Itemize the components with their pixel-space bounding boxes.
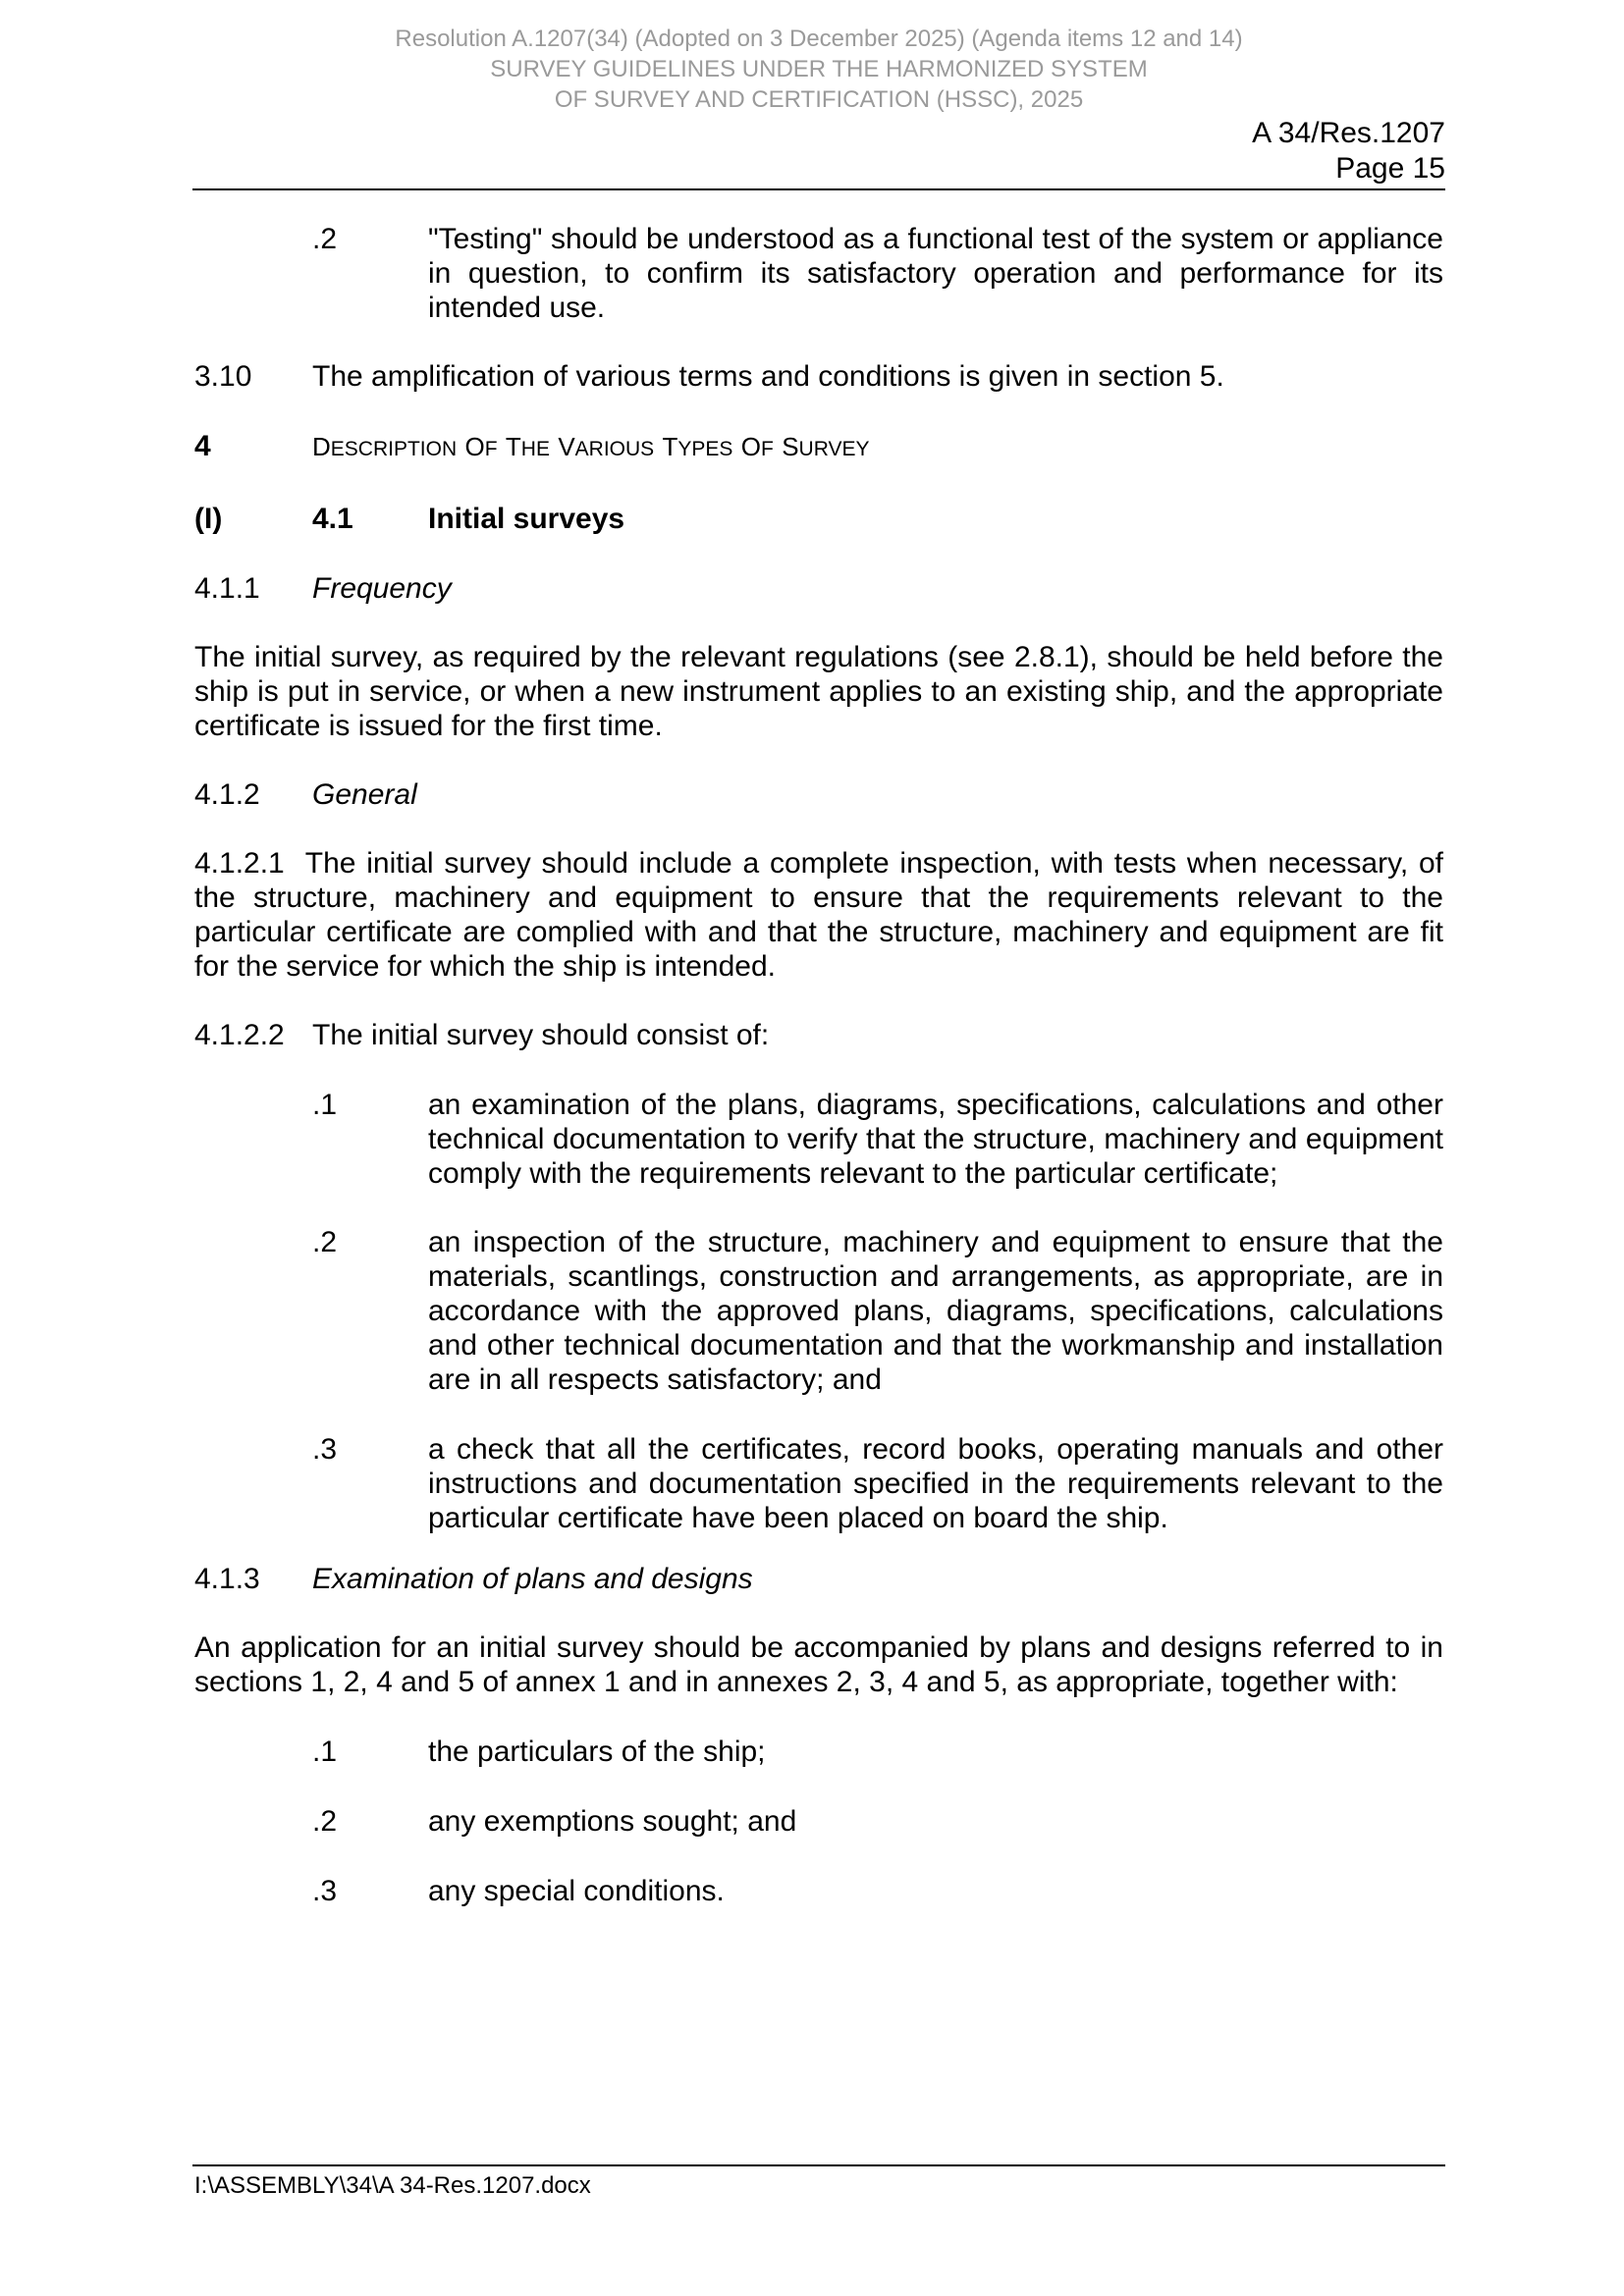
list-item-number: .1 — [312, 1089, 338, 1121]
paragraph-frequency: The initial survey, as required by the relevant regulations (see 2.8.1), should be held before the ship is put in service, or when a new instrument applies to an existing ship, and the appropriate certificate is issued for the first time. — [194, 641, 1443, 742]
list-item — [194, 1225, 1443, 1397]
list-item-number: .3 — [312, 1433, 338, 1466]
section-4-1-3-heading — [194, 1562, 1443, 1596]
paragraph-text: The initial survey should consist of: — [312, 1019, 770, 1051]
section-prefix: (I) — [194, 503, 223, 535]
list-item-text: any special conditions. — [428, 1875, 725, 1907]
paragraph-text: The initial survey should include a complete inspection, with tests when necessary, of the structure, machinery and equipment to ensure that the requirements relevant to the particular certificate are complied with and that the structure, machinery and equipment are fit for the service for which the ship is intended. — [194, 847, 1443, 983]
list-item-text: any exemptions sought; and — [428, 1805, 797, 1838]
header-line-2: SURVEY GUIDELINES UNDER THE HARMONIZED SYSTEM — [490, 56, 1148, 82]
list-item-number: .2 — [312, 1226, 338, 1258]
list-item-text: a check that all the certificates, record books, operating manuals and other instructions and documentation specified in the requirements relevant to the particular certificate have been placed on board the ship. — [428, 1433, 1443, 1534]
list-item-number: .1 — [312, 1735, 338, 1768]
footer-rule — [192, 2164, 1445, 2166]
document-reference — [1252, 116, 1445, 187]
section-number: 4.1 — [312, 503, 353, 535]
resolution-header — [192, 24, 1445, 115]
list-item-text: an examination of the plans, diagrams, specifications, calculations and other technical documentation to verify that the structure, machinery and equipment comply with the requirements relevant to the particular certificate; — [428, 1089, 1443, 1190]
section-title: General — [312, 778, 417, 811]
list-item — [194, 1432, 1443, 1535]
section-title: Initial surveys — [428, 503, 625, 535]
paragraph-4-1-2-2 — [194, 1018, 1443, 1052]
section-title: DESCRIPTION OF THE VARIOUS TYPES OF SURVEY — [312, 432, 870, 461]
list-item — [194, 1874, 1443, 1908]
subitem-testing — [194, 222, 1443, 325]
section-title: Frequency — [312, 572, 452, 605]
section-number: 4.1.3 — [194, 1563, 260, 1595]
list-item-text: the particulars of the ship; — [428, 1735, 766, 1768]
subitem-number: .2 — [312, 223, 338, 255]
section-4-1-heading — [194, 502, 1443, 536]
document-number: A 34/Res.1207 — [1252, 117, 1445, 149]
paragraph-text: The amplification of various terms and conditions is given in section 5. — [312, 360, 1224, 393]
paragraph-plans-designs: An application for an initial survey should be accompanied by plans and designs referred to in sections 1, 2, 4 and 5 of annex 1 and in annexes 2, 3, 4 and 5, as appropriate, together with: — [194, 1631, 1443, 1698]
section-title: Examination of plans and designs — [312, 1563, 753, 1595]
list-item — [194, 1804, 1443, 1839]
section-4-1-1-heading — [194, 571, 1443, 606]
page-number: Page 15 — [1335, 152, 1445, 185]
paragraph-number: 4.1.2.1 — [194, 847, 285, 880]
section-number: 4.1.2 — [194, 778, 260, 811]
section-number: 4 — [194, 430, 211, 462]
paragraph-number: 4.1.2.2 — [194, 1019, 285, 1051]
section-4-heading — [194, 429, 1443, 466]
header-line-1: Resolution A.1207(34) (Adopted on 3 December 2025) (Agenda items 12 and 14) — [395, 26, 1243, 52]
footer-file-path: I:\ASSEMBLY\34\A 34-Res.1207.docx — [194, 2172, 591, 2199]
list-item — [194, 1088, 1443, 1191]
paragraph-3-10 — [194, 359, 1443, 394]
list-item-number: .3 — [312, 1875, 338, 1907]
paragraph-number: 3.10 — [194, 360, 252, 393]
paragraph-4-1-2-1 — [194, 846, 1443, 984]
subitem-text: "Testing" should be understood as a functional test of the system or appliance in question, to confirm its satisfactory operation and performance for its intended use. — [428, 223, 1443, 324]
list-item — [194, 1735, 1443, 1769]
list-item-number: .2 — [312, 1805, 338, 1838]
header-line-3: OF SURVEY AND CERTIFICATION (HSSC), 2025 — [554, 86, 1084, 113]
header-rule — [192, 188, 1445, 190]
section-number: 4.1.1 — [194, 572, 260, 605]
document-body — [194, 222, 1443, 1908]
section-4-1-2-heading — [194, 777, 1443, 812]
list-item-text: an inspection of the structure, machinery and equipment to ensure that the materials, scantlings, construction and arrangements, as appropriate, are in accordance with the approved plans, diagrams, specifications, calculations and other technical documentation and that the workmanship and installation are in all respects satisfactory; and — [428, 1226, 1443, 1396]
